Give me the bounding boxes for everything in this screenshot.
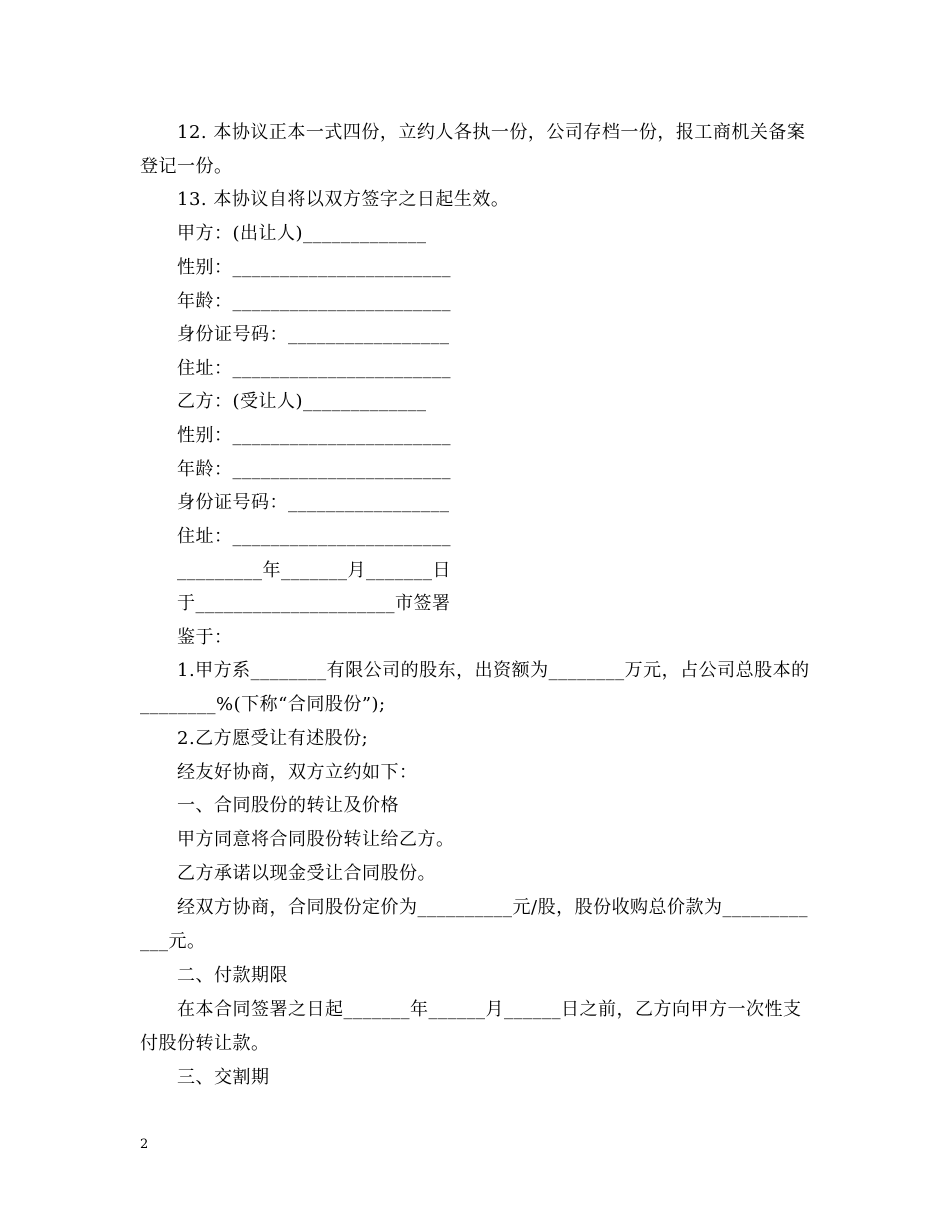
- whereas-heading: 鉴于：: [177, 627, 233, 648]
- section-1-para-2: 乙方承诺以现金受让合同股份。: [177, 863, 436, 884]
- whereas-2: 2.乙方愿受让有述股份;: [177, 728, 369, 749]
- clause-12-line-2: 登记一份。: [140, 156, 233, 177]
- section-2-para-line-2: 付股份转让款。: [140, 1033, 270, 1054]
- party-b-gender: 性别：_______________________: [177, 425, 451, 446]
- clause-12-line-1: 12. 本协议正本一式四份，立约人各执一份，公司存档一份，报工商机关备案: [177, 122, 806, 143]
- party-b-heading: 乙方：(受让人)_____________: [177, 391, 427, 412]
- signing-date: _________年_______月_______日: [177, 560, 451, 581]
- party-a-address: 住址：_______________________: [177, 358, 451, 379]
- section-3-heading: 三、交割期: [177, 1067, 270, 1088]
- party-a-id-number: 身份证号码：_________________: [177, 324, 450, 345]
- section-1-para-3-line-2: ___元。: [140, 931, 206, 952]
- agreement-intro: 经友好协商，双方立约如下：: [177, 762, 418, 783]
- party-a-age: 年龄：_______________________: [177, 291, 451, 312]
- party-a-gender: 性别：_______________________: [177, 257, 451, 278]
- whereas-1-line-1: 1.甲方系________有限公司的股东，出资额为________万元，占公司总股本的: [177, 660, 810, 681]
- party-a-heading: 甲方：(出让人)_____________: [177, 223, 427, 244]
- section-2-heading: 二、付款期限: [177, 965, 288, 986]
- party-b-address: 住址：_______________________: [177, 526, 451, 547]
- section-1-para-3-line-1: 经双方协商，合同股份定价为__________元/股，股份收购总价款为_________: [177, 897, 809, 918]
- signing-place: 于_____________________市签署: [177, 593, 451, 614]
- section-2-para-line-1: 在本合同签署之日起_______年______月______日之前，乙方向甲方一次性支: [177, 999, 802, 1020]
- clause-13: 13. 本协议自将以双方签字之日起生效。: [177, 189, 510, 210]
- section-1-para-1: 甲方同意将合同股份转让给乙方。: [177, 829, 455, 850]
- party-b-age: 年龄：_______________________: [177, 459, 451, 480]
- section-1-heading: 一、合同股份的转让及价格: [177, 795, 399, 816]
- whereas-1-line-2: ________%(下称“合同股份”);: [140, 694, 386, 715]
- party-b-id-number: 身份证号码：_________________: [177, 492, 450, 513]
- page-number: 2: [140, 1137, 149, 1152]
